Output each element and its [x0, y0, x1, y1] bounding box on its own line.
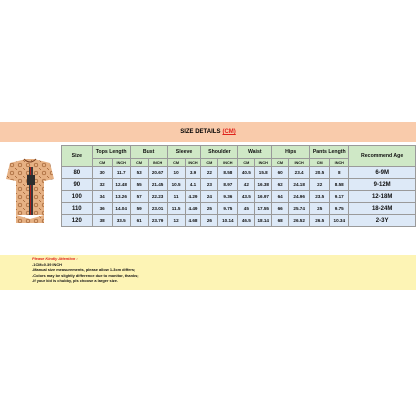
- measurement-cell: 20.67: [148, 167, 167, 179]
- size-cell: 80: [62, 167, 93, 179]
- unit-cm: CM: [130, 159, 148, 167]
- table-row: [62, 215, 416, 227]
- measurement-cell: 53: [130, 167, 148, 179]
- pants-length-header: Pants Length: [310, 146, 349, 159]
- waist-header: Waist: [238, 146, 272, 159]
- table-row: [62, 179, 416, 191]
- measurement-cell: 9.75: [218, 203, 238, 215]
- measurement-cell: 66: [272, 203, 289, 215]
- measurement-cell: 24: [201, 191, 218, 203]
- title-band: [0, 122, 416, 142]
- measurement-cell: 4.68: [185, 215, 201, 227]
- unit-inch: INCH: [112, 159, 130, 167]
- bust-header: Bust: [130, 146, 167, 159]
- age-cell: 18-24M: [349, 203, 416, 215]
- size-header: Size: [62, 146, 93, 167]
- note-line: -1CM=0.39 INCH: [32, 261, 62, 267]
- measurement-cell: 55: [130, 179, 148, 191]
- measurement-cell: 9.17: [330, 191, 349, 203]
- size-rows: [62, 167, 416, 227]
- unit-cm: CM: [238, 159, 255, 167]
- size-table: [61, 145, 416, 227]
- measurement-cell: 40.5: [238, 167, 255, 179]
- measurement-cell: 59: [130, 203, 148, 215]
- measurement-cell: 60: [272, 167, 289, 179]
- measurement-cell: 25: [201, 203, 218, 215]
- measurement-cell: 21.45: [148, 179, 167, 191]
- measurement-cell: 26: [201, 215, 218, 227]
- measurement-cell: 23.4: [289, 167, 310, 179]
- notes-title: Please Kindly Attention :: [32, 256, 78, 261]
- tops-length-header: Tops Length: [92, 146, 130, 159]
- product-photo: [0, 145, 60, 237]
- header-row: [62, 146, 416, 159]
- measurement-cell: 14.04: [112, 203, 130, 215]
- measurement-cell: 45: [238, 203, 255, 215]
- measurement-cell: 30: [92, 167, 112, 179]
- measurement-cell: 46.5: [238, 215, 255, 227]
- measurement-cell: 24.96: [289, 191, 310, 203]
- unit-inch: INCH: [255, 159, 272, 167]
- measurement-cell: 8.58: [218, 167, 238, 179]
- measurement-cell: 22: [201, 167, 218, 179]
- unit-cm: CM: [201, 159, 218, 167]
- measurement-cell: 26.52: [289, 215, 310, 227]
- note-line: -If your kid is chubby, pls choose a larger size.: [32, 278, 118, 284]
- measurement-cell: 22: [310, 179, 330, 191]
- unit-cm: CM: [272, 159, 289, 167]
- age-cell: 9-12M: [349, 179, 416, 191]
- measurement-cell: 3.9: [185, 167, 201, 179]
- unit-cm: CM: [92, 159, 112, 167]
- table-row: [62, 167, 416, 179]
- measurement-cell: 25.74: [289, 203, 310, 215]
- unit-label: (CM): [222, 129, 236, 135]
- size-cell: 100: [62, 191, 93, 203]
- note-line: -Colors may be slightly difference due to monitor, thanks;: [32, 272, 139, 278]
- note-line: -Manual size measurements, please allow 1-3cm differs;: [32, 267, 136, 273]
- unit-inch: INCH: [148, 159, 167, 167]
- measurement-cell: 10.5: [167, 179, 185, 191]
- measurement-cell: 9.36: [218, 191, 238, 203]
- measurement-cell: 17.55: [255, 203, 272, 215]
- age-cell: 12-18M: [349, 191, 416, 203]
- age-cell: 2-3Y: [349, 215, 416, 227]
- measurement-cell: 26.5: [310, 215, 330, 227]
- measurement-cell: 34: [92, 191, 112, 203]
- romper-image: [0, 145, 60, 237]
- age-cell: 6-9M: [349, 167, 416, 179]
- unit-cm: CM: [167, 159, 185, 167]
- measurement-cell: 11: [167, 191, 185, 203]
- measurement-cell: 8.58: [330, 179, 349, 191]
- hips-header: Hips: [272, 146, 310, 159]
- measurement-cell: 10.14: [218, 215, 238, 227]
- measurement-cell: 11.5: [167, 203, 185, 215]
- measurement-cell: 64: [272, 191, 289, 203]
- measurement-cell: 57: [130, 191, 148, 203]
- measurement-cell: 4.1: [185, 179, 201, 191]
- measurement-cell: 23: [201, 179, 218, 191]
- measurement-cell: 13.26: [112, 191, 130, 203]
- measurement-cell: 25: [310, 203, 330, 215]
- measurement-cell: 16.97: [255, 191, 272, 203]
- measurement-cell: 8: [330, 167, 349, 179]
- table-row: [62, 191, 416, 203]
- measurement-cell: 18.14: [255, 215, 272, 227]
- measurement-cell: 68: [272, 215, 289, 227]
- size-chart: [0, 122, 416, 290]
- size-cell: 110: [62, 203, 93, 215]
- measurement-cell: 32: [92, 179, 112, 191]
- sleeve-header: Sleeve: [167, 146, 201, 159]
- measurement-cell: 15.8: [255, 167, 272, 179]
- measurement-cell: 62: [272, 179, 289, 191]
- measurement-cell: 23.5: [310, 191, 330, 203]
- unit-cm: CM: [310, 159, 330, 167]
- measurement-cell: 10.34: [330, 215, 349, 227]
- measurement-cell: 22.23: [148, 191, 167, 203]
- measurement-cell: 61: [130, 215, 148, 227]
- unit-inch: INCH: [330, 159, 349, 167]
- size-cell: 120: [62, 215, 93, 227]
- notes-box: [0, 255, 416, 290]
- measurement-cell: 24.18: [289, 179, 310, 191]
- measurement-cell: 33.5: [112, 215, 130, 227]
- recommend-age-header: Recommend Age: [349, 146, 416, 167]
- measurement-cell: 36: [92, 203, 112, 215]
- size-details-title: SIZE DETAILS: [180, 129, 221, 135]
- measurement-cell: 10: [167, 167, 185, 179]
- measurement-cell: 23.79: [148, 215, 167, 227]
- measurement-cell: 4.29: [185, 191, 201, 203]
- measurement-cell: 43.5: [238, 191, 255, 203]
- measurement-cell: 20.5: [310, 167, 330, 179]
- shoulder-header: Shoulder: [201, 146, 238, 159]
- measurement-cell: 4.49: [185, 203, 201, 215]
- measurement-cell: 12: [167, 215, 185, 227]
- size-cell: 90: [62, 179, 93, 191]
- unit-inch: INCH: [289, 159, 310, 167]
- measurement-cell: 42: [238, 179, 255, 191]
- measurement-cell: 11.7: [112, 167, 130, 179]
- measurement-cell: 12.48: [112, 179, 130, 191]
- measurement-cell: 9.75: [330, 203, 349, 215]
- unit-inch: INCH: [218, 159, 238, 167]
- table-row: [62, 203, 416, 215]
- unit-inch: INCH: [185, 159, 201, 167]
- measurement-cell: 23.01: [148, 203, 167, 215]
- measurement-cell: 38: [92, 215, 112, 227]
- measurement-cell: 16.38: [255, 179, 272, 191]
- measurement-cell: 8.97: [218, 179, 238, 191]
